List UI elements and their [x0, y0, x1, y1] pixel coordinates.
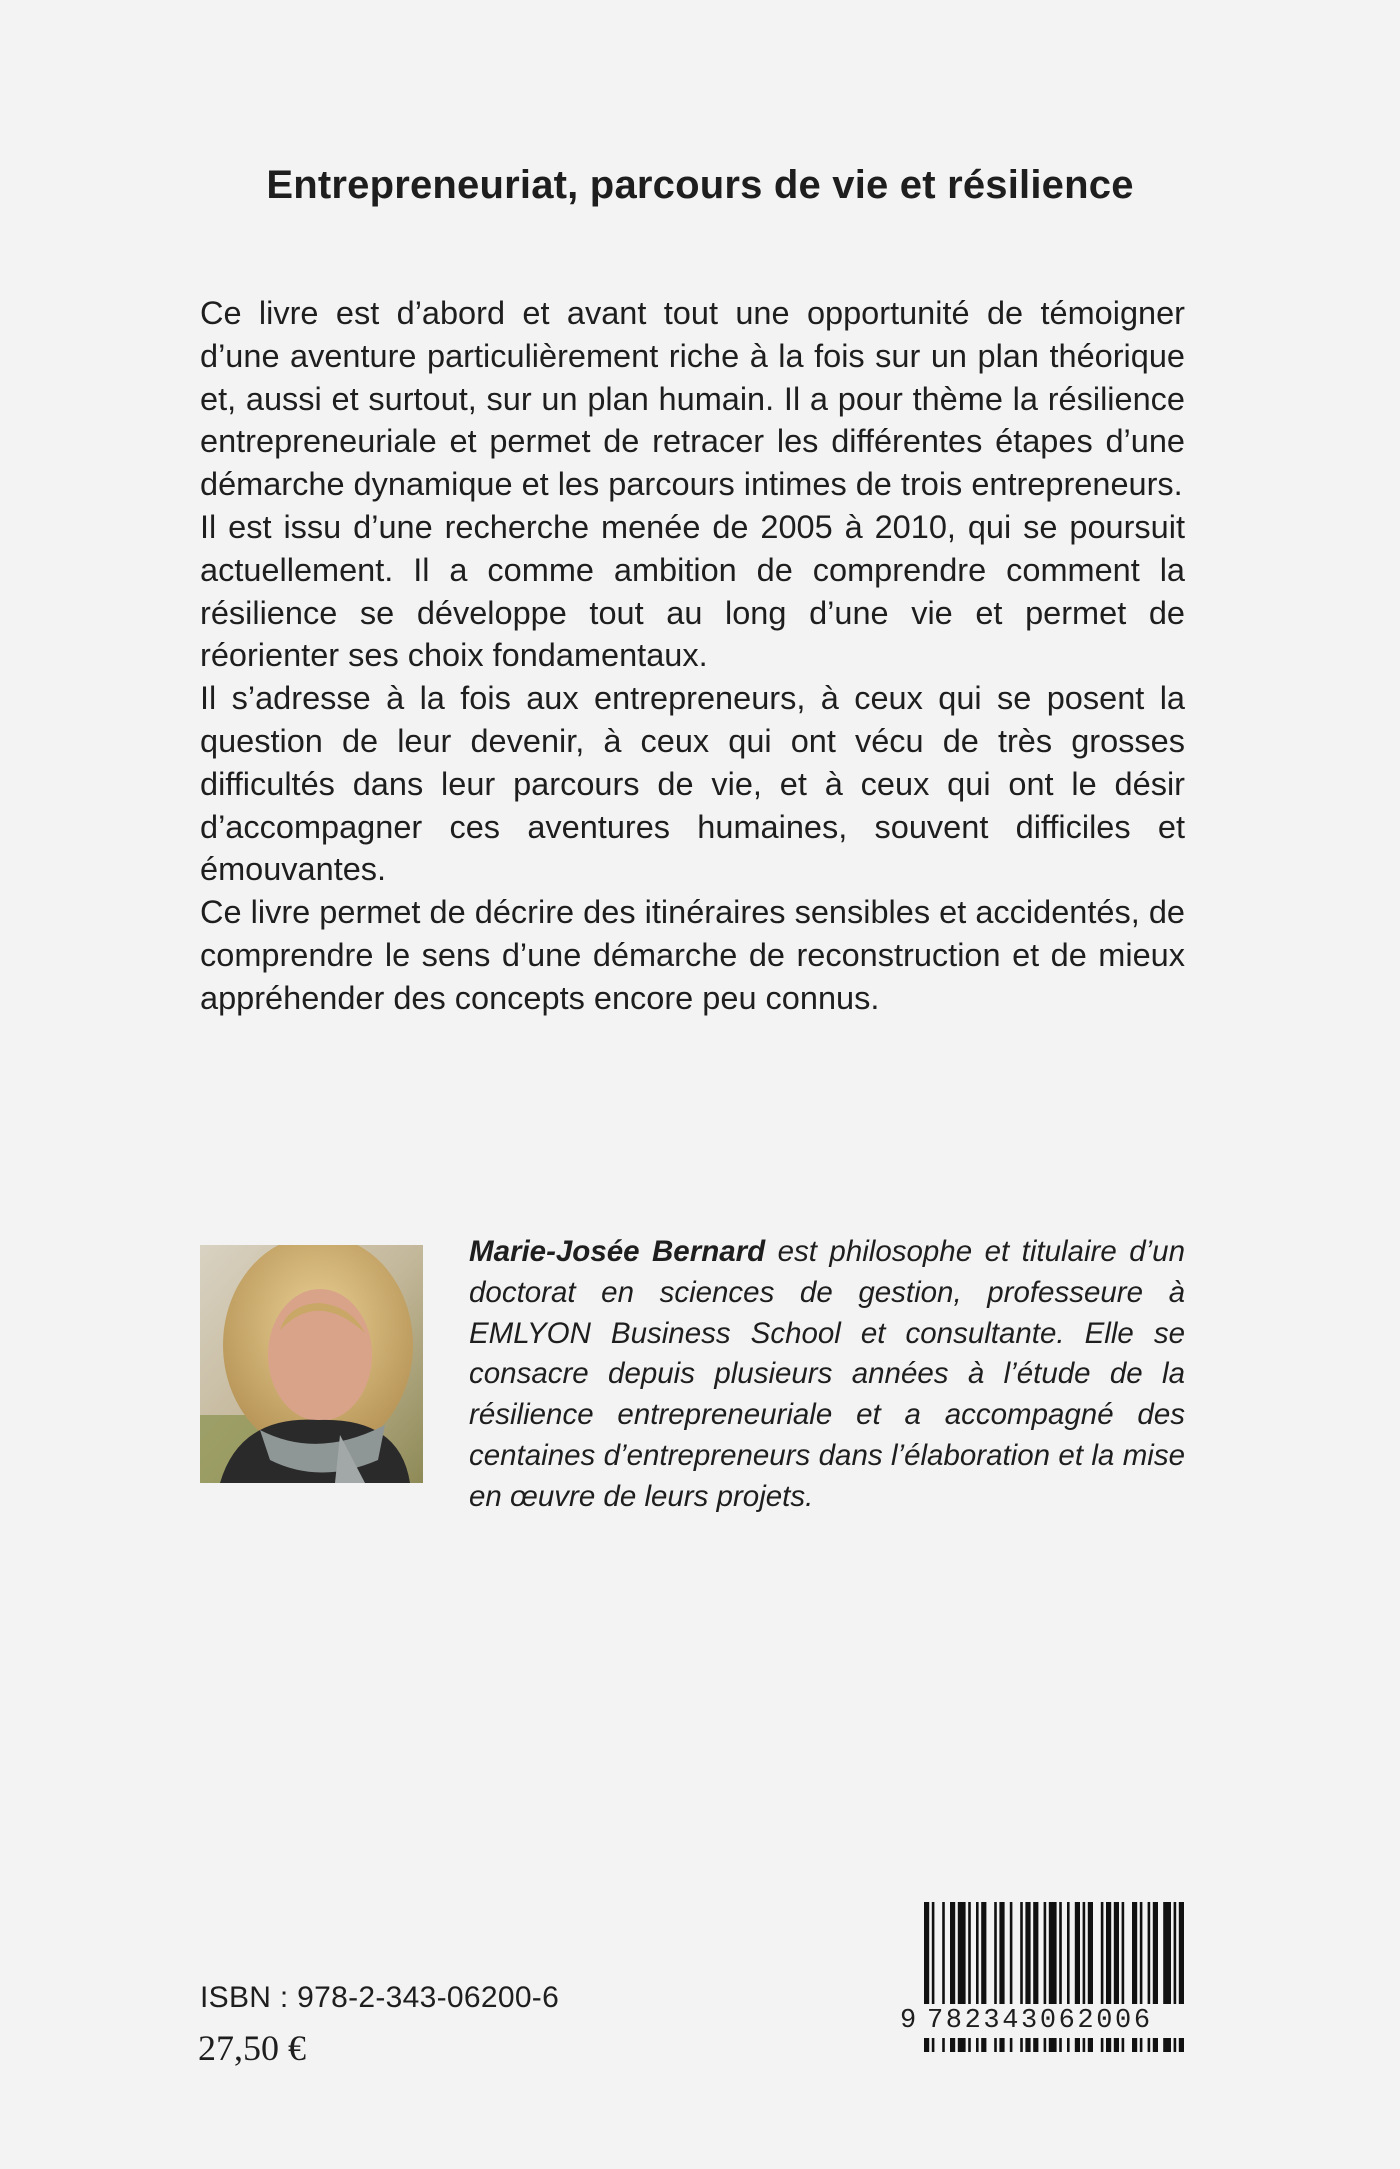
- author-photo: [200, 1245, 423, 1483]
- barcode: [900, 1902, 1188, 2058]
- barcode-digits: [900, 2004, 1188, 2038]
- book-title: Entrepreneuriat, parcours de vie et résilience: [266, 163, 1134, 207]
- price: 27,50 €: [198, 2028, 306, 2068]
- isbn: ISBN : 978-2-343-06200-6: [200, 1981, 560, 2014]
- author-bio-text: est philosophe et titulaire d’un doctorat en sciences de gestion, professeure à EMLYON Business School et consultante. Elle se consacre depuis plusieurs années à l’étude de la résilience entrepreneuriale et a accompagné des centaines d’entrepreneurs dans l’élaboration et la mise en œuvre de leurs projets.: [469, 1235, 1185, 1513]
- blurb-paragraph: Ce livre est d’abord et avant tout une opportunité de témoigner d’une aventure particulièrement riche à la fois sur un plan théorique et, aussi et surtout, sur un plan humain. Il a pour thème la résilience entrepreneuriale et permet de retracer les différentes étapes d’une démarche dynamique et les parcours intimes de trois entrepreneurs.: [200, 295, 1185, 503]
- author-bio: [469, 1232, 1185, 1518]
- blurb-paragraph: Ce livre permet de décrire des itinéraires sensibles et accidentés, de comprendre le sens d’une démarche de reconstruction et de mieux appréhender des concepts encore peu connus.: [200, 894, 1185, 1016]
- barcode-number: 782343062006: [927, 2006, 1153, 2036]
- author-name: Marie-Josée Bernard: [469, 1235, 766, 1268]
- blurb-paragraph: Il est issu d’une recherche menée de 2005 à 2010, qui se poursuit actuellement. Il a comme ambition de comprendre comment la résilience se développe tout au long d’une vie et permet de réorienter ses choix fondamentaux.: [200, 508, 1185, 674]
- barcode-first-digit: 9: [900, 2006, 919, 2036]
- blurb-paragraph: Il s’adresse à la fois aux entrepreneurs, à ceux qui se posent la question de leur devenir, à ceux qui ont vécu de très grosses difficultés dans leur parcours de vie, et à ceux qui ont le désir d’accompagner ces aventures humaines, souvent difficiles et émouvantes.: [200, 680, 1185, 888]
- back-cover-blurb: [200, 292, 1185, 1020]
